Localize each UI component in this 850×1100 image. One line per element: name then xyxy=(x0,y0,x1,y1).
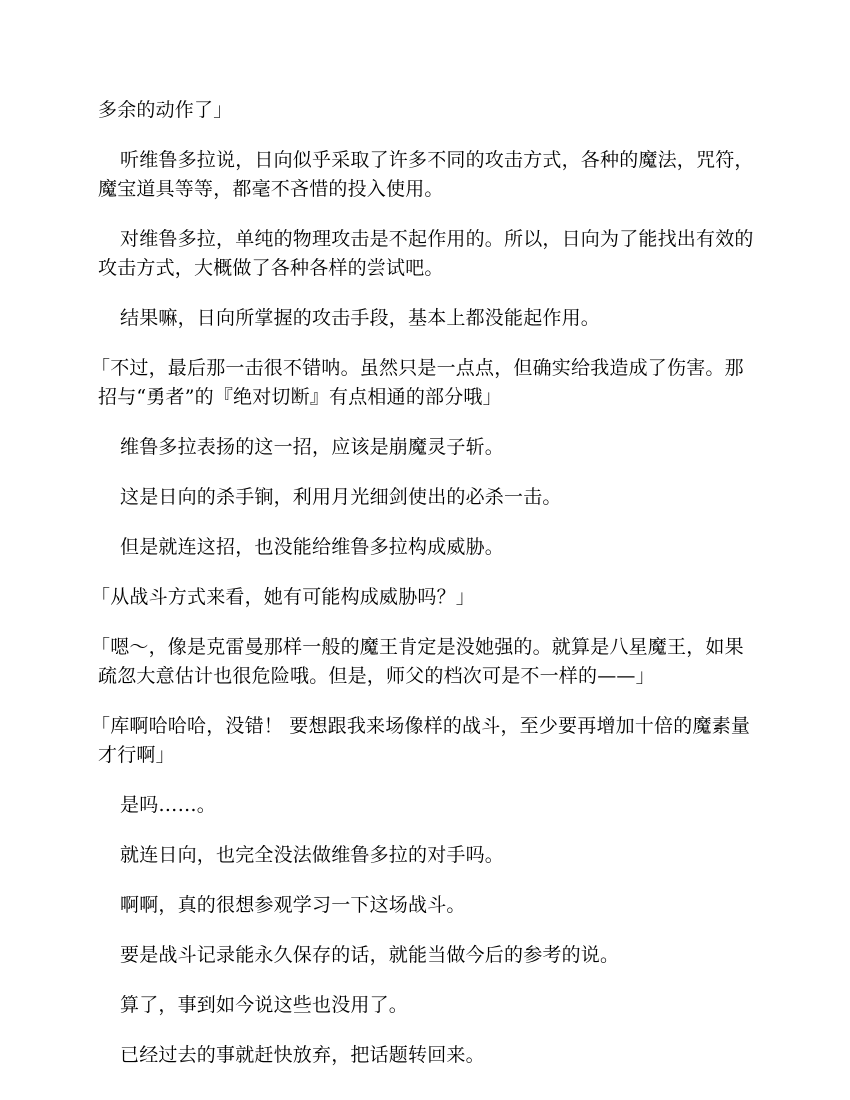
paragraph-narration: 啊啊，真的很想参观学习一下这场战斗。 xyxy=(120,894,466,916)
document-page xyxy=(91,96,758,1091)
paragraph-continuation: 多余的动作了」 xyxy=(98,99,233,121)
paragraph-narration: 是吗……。 xyxy=(120,794,217,816)
paragraph-narration: 要是战斗记录能永久保存的话，就能当做今后的参考的说。 xyxy=(120,944,620,966)
paragraph-narration: 结果嘛，日向所掌握的攻击手段，基本上都没能起作用。 xyxy=(120,307,601,329)
paragraph-narration: 维鲁多拉表扬的这一招，应该是崩魔灵子斩。 xyxy=(120,436,505,458)
paragraph-dialog: 「库啊哈哈哈，没错！ 要想跟我来场像样的战斗，至少要再增加十倍的魔素量才行啊」 xyxy=(91,715,751,766)
paragraph-dialog: 「从战斗方式来看，她有可能构成威胁吗？」 xyxy=(91,586,476,608)
paragraph-dialog: 「不过，最后那一击很不错呐。虽然只是一点点，但确实给我造成了伤害。那招与“勇者”的『绝对切断』有点相通的部分哦」 xyxy=(91,357,744,408)
paragraph-dialog: 「嗯～，像是克雷曼那样一般的魔王肯定是没她强的。就算是八星魔王，如果疏忽大意估计也很危险哦。但是，师父的档次可是不一样的——」 xyxy=(91,636,744,687)
paragraph-narration: 对维鲁多拉，单纯的物理攻击是不起作用的。所以，日向为了能找出有效的攻击方式，大概做了各种各样的尝试吧。 xyxy=(98,228,754,279)
paragraph-narration: 听维鲁多拉说，日向似乎采取了许多不同的攻击方式，各种的魔法，咒符，魔宝道具等等，都毫不吝惜的投入使用。 xyxy=(98,149,754,200)
paragraph-narration: 这是日向的杀手锏，利用月光细剑使出的必杀一击。 xyxy=(120,486,562,508)
paragraph-narration: 已经过去的事就赶快放弃，把话题转回来。 xyxy=(120,1044,485,1066)
paragraph-narration: 算了，事到如今说这些也没用了。 xyxy=(120,994,409,1016)
paragraph-narration: 但是就连这招，也没能给维鲁多拉构成威胁。 xyxy=(120,536,505,558)
paragraph-narration: 就连日向，也完全没法做维鲁多拉的对手吗。 xyxy=(120,844,505,866)
